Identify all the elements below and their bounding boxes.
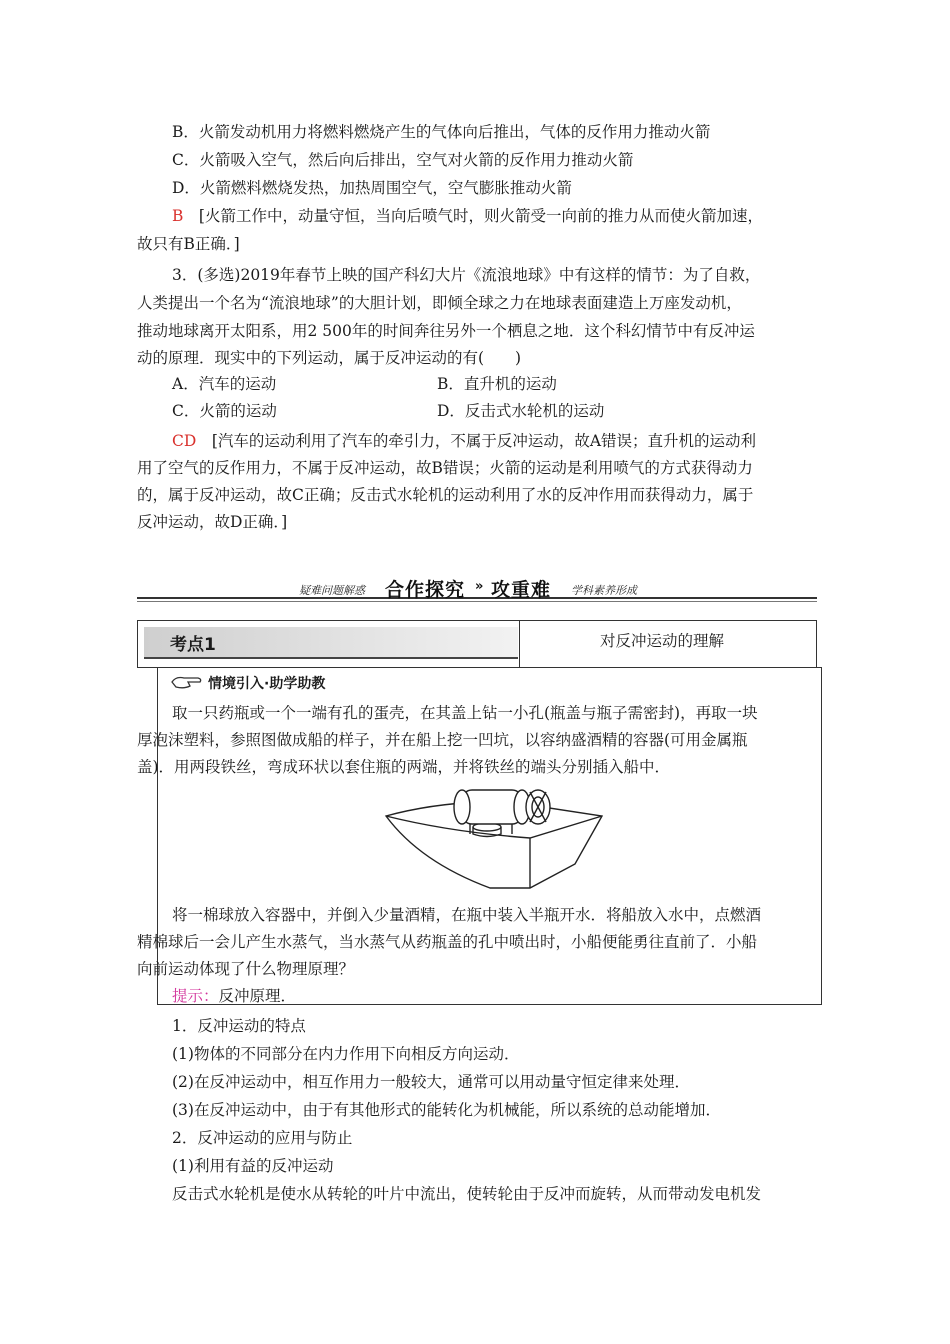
option-c: C．火箭吸入空气，然后向后排出，空气对火箭的反作用力推动火箭	[172, 151, 634, 169]
banner-right-text: 学科素养形成	[571, 584, 637, 597]
banner-main-text: 合作探究	[385, 579, 466, 601]
body-s1-2: (2)在反冲运动中，相互作用力一般较大，通常可以用动量守恒定律来处理．	[172, 1073, 690, 1091]
banner-mid-text: 攻重难	[491, 579, 552, 601]
pointing-hand-icon	[170, 673, 204, 691]
banner-left-text: 疑难问题解惑	[299, 584, 365, 597]
q3-line1: 3．(多选)2019年春节上映的国产科幻大片《流浪地球》中有这样的情节：为了自救，	[172, 266, 761, 284]
banner-rule-thin	[137, 601, 817, 602]
answer-letter: B	[172, 207, 184, 225]
answer-q3-line2: 用了空气的反作用力，不属于反冲运动，故B错误；火箭的运动是利用喷气的方式获得动力	[137, 459, 753, 477]
answer-q2-line2: 故只有B正确．]	[137, 235, 240, 253]
kaodian-label: 考点1	[170, 635, 216, 655]
option-d: D．火箭燃料燃烧发热，加热周围空气，空气膨胀推动火箭	[172, 179, 572, 197]
q3-option-a: A．汽车的运动	[172, 375, 277, 393]
kaodian-title: 对反冲运动的理解	[600, 632, 725, 650]
steam-boat-illustration	[380, 782, 605, 892]
scenario-p1-line2: 厚泡沫塑料，参照图做成船的样子，并在船上挖一凹坑，以容纳盛酒精的容器(可用金属瓶	[137, 731, 748, 749]
scenario-p1-line1: 取一只药瓶或一个一端有孔的蛋壳，在其盖上钻一小孔(瓶盖与瓶子需密封)，再取一块	[172, 704, 758, 722]
scenario-heading: 情境引入·助学助教	[208, 676, 326, 692]
option-b: B．火箭发动机用力将燃料燃烧产生的气体向后推出，气体的反作用力推动火箭	[172, 123, 711, 141]
answer-text: [汽车的运动利用了汽车的牵引力，不属于反冲运动，故A错误；直升机的运动利	[211, 432, 757, 450]
scenario-p2-line2: 精棉球后一会儿产生水蒸气，当水蒸气从药瓶盖的孔中喷出时，小船便能勇往直前了．小船	[137, 933, 758, 951]
banner-rule	[137, 597, 817, 599]
body-s1-1: (1)物体的不同部分在内力作用下向相反方向运动．	[172, 1045, 520, 1063]
scenario-p1-line3: 盖)．用两段铁丝，弯成环状以套住瓶的两端，并将铁丝的端头分别插入船中．	[137, 758, 671, 776]
body-s1-3: (3)在反冲运动中，由于有其他形式的能转化为机械能，所以系统的总动能增加．	[172, 1101, 721, 1119]
kaodian-label-bar	[144, 627, 518, 659]
body-s1: 1．反冲运动的特点	[172, 1017, 306, 1035]
answer-letters: CD	[172, 432, 197, 450]
hint-label: 提示：	[172, 987, 219, 1005]
kaodian-divider	[519, 621, 520, 667]
hint-text: 反冲原理．	[218, 987, 297, 1005]
q3-option-b: B．直升机的运动	[437, 375, 557, 393]
body-s2-2: 反击式水轮机是使水从转轮的叶片中流出，使转轮由于反冲而旋转，从而带动发电机发	[172, 1185, 762, 1203]
q3-line2: 人类提出一个名为“流浪地球”的大胆计划，即倾全球之力在地球表面建造上万座发动机，	[137, 294, 742, 312]
q3-option-d: D．反击式水轮机的运动	[437, 402, 605, 420]
answer-q3-line4: 反冲运动，故D正确．]	[137, 513, 288, 531]
scenario-p2-line3: 向前运动体现了什么物理原理？	[137, 960, 355, 978]
q3-options-row1	[172, 371, 852, 397]
q3-line4: 动的原理．现实中的下列运动，属于反冲运动的有( )	[137, 349, 522, 367]
scenario-p2-line1: 将一棉球放入容器中，并倒入少量酒精，在瓶中装入半瓶开水．将船放入水中，点燃酒	[172, 906, 762, 924]
q3-line3: 推动地球离开太阳系，用2 500年的时间奔往另外一个栖息之地．这个科幻情节中有反冲运	[137, 322, 755, 340]
body-s2-1: (1)利用有益的反冲运动	[172, 1157, 334, 1175]
answer-text: [火箭工作中，动量守恒，当向后喷气时，则火箭受一向前的推力从而使火箭加速，	[198, 207, 763, 225]
section-banner	[137, 575, 817, 603]
q3-option-c: C．火箭的运动	[172, 402, 277, 420]
answer-q2-line1	[172, 203, 852, 229]
answer-q3-line3: 的，属于反冲运动，故C正确；反击式水轮机的运动利用了水的反冲作用而获得动力，属于	[137, 486, 754, 504]
double-arrow-icon: »	[475, 579, 485, 594]
scenario-hint	[172, 983, 852, 1009]
body-s2: 2．反冲运动的应用与防止	[172, 1129, 353, 1147]
answer-q3-line1	[172, 428, 852, 454]
kaodian-header	[137, 620, 817, 668]
q3-options-row2	[172, 398, 852, 424]
